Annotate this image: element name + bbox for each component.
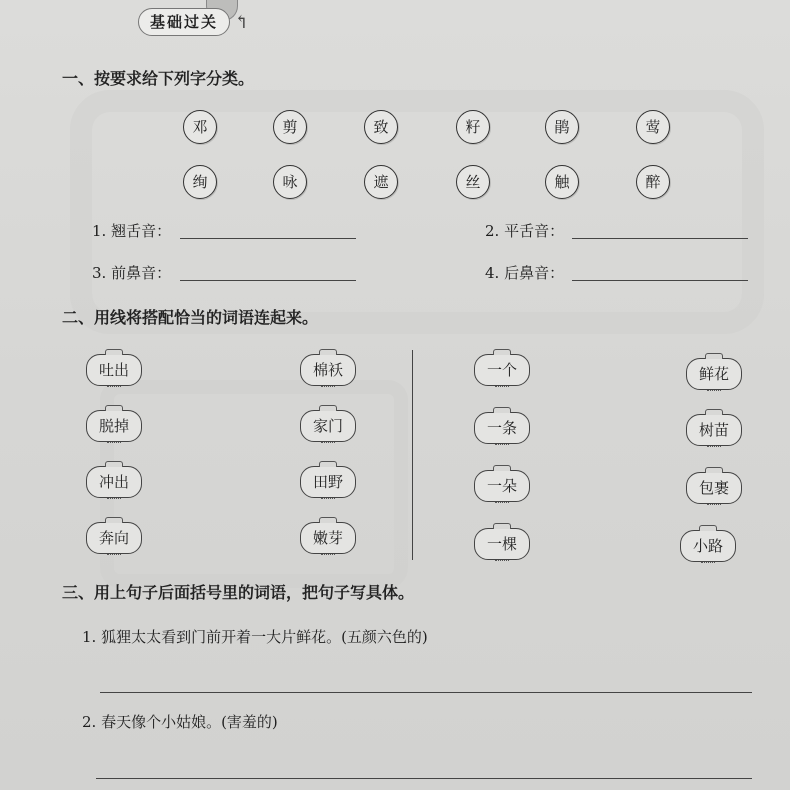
char-circle: 丝 <box>456 165 490 199</box>
word-tag[interactable]: 包裹 <box>686 472 742 504</box>
word-tag[interactable]: 吐出 <box>86 354 142 386</box>
word-tag[interactable]: 脱掉 <box>86 410 142 442</box>
word-tag[interactable]: 树苗 <box>686 414 742 446</box>
section-2-title: 二、用线将搭配恰当的词语连起来。 <box>62 308 319 327</box>
column-divider <box>412 350 413 560</box>
char-circle: 醉 <box>636 165 670 199</box>
word-tag[interactable]: 一个 <box>474 354 530 386</box>
word-tag[interactable]: 奔向 <box>86 522 142 554</box>
sentence-prompt: 2. 春天像个小姑娘。(害羞的) <box>82 713 278 731</box>
section-3-title: 三、用上句子后面括号里的词语，把句子写具体。 <box>62 583 415 602</box>
char-circle: 触 <box>545 165 579 199</box>
fill-blank[interactable] <box>180 280 356 281</box>
fill-label: 2. 平舌音： <box>485 222 565 240</box>
char-circle: 绚 <box>183 165 217 199</box>
word-tag[interactable]: 嫩芽 <box>300 522 356 554</box>
fill-blank[interactable] <box>180 238 356 239</box>
char-circle: 鹃 <box>545 110 579 144</box>
char-circle: 咏 <box>273 165 307 199</box>
word-tag[interactable]: 田野 <box>300 466 356 498</box>
fill-blank[interactable] <box>572 280 748 281</box>
word-tag[interactable]: 冲出 <box>86 466 142 498</box>
word-tag[interactable]: 一棵 <box>474 528 530 560</box>
char-circle: 遮 <box>364 165 398 199</box>
fill-blank[interactable] <box>572 238 748 239</box>
char-circle: 莺 <box>636 110 670 144</box>
word-tag[interactable]: 家门 <box>300 410 356 442</box>
word-tag[interactable]: 鲜花 <box>686 358 742 390</box>
char-circle: 籽 <box>456 110 490 144</box>
word-tag[interactable]: 棉袄 <box>300 354 356 386</box>
arrow-icon: ↰ <box>234 12 250 33</box>
header-title: 基础过关 <box>138 8 230 36</box>
char-circle: 邓 <box>183 110 217 144</box>
char-circle: 致 <box>364 110 398 144</box>
answer-line[interactable] <box>100 692 752 693</box>
char-circle: 剪 <box>273 110 307 144</box>
fill-label: 3. 前鼻音： <box>92 264 172 282</box>
sentence-prompt: 1. 狐狸太太看到门前开着一大片鲜花。(五颜六色的) <box>82 628 428 646</box>
section-1-title: 一、按要求给下列字分类。 <box>62 69 255 88</box>
word-tag[interactable]: 一条 <box>474 412 530 444</box>
word-tag[interactable]: 小路 <box>680 530 736 562</box>
answer-line[interactable] <box>96 778 752 779</box>
fill-label: 4. 后鼻音： <box>485 264 565 282</box>
watermark-shape <box>100 380 408 588</box>
fill-label: 1. 翘舌音： <box>92 222 172 240</box>
word-tag[interactable]: 一朵 <box>474 470 530 502</box>
